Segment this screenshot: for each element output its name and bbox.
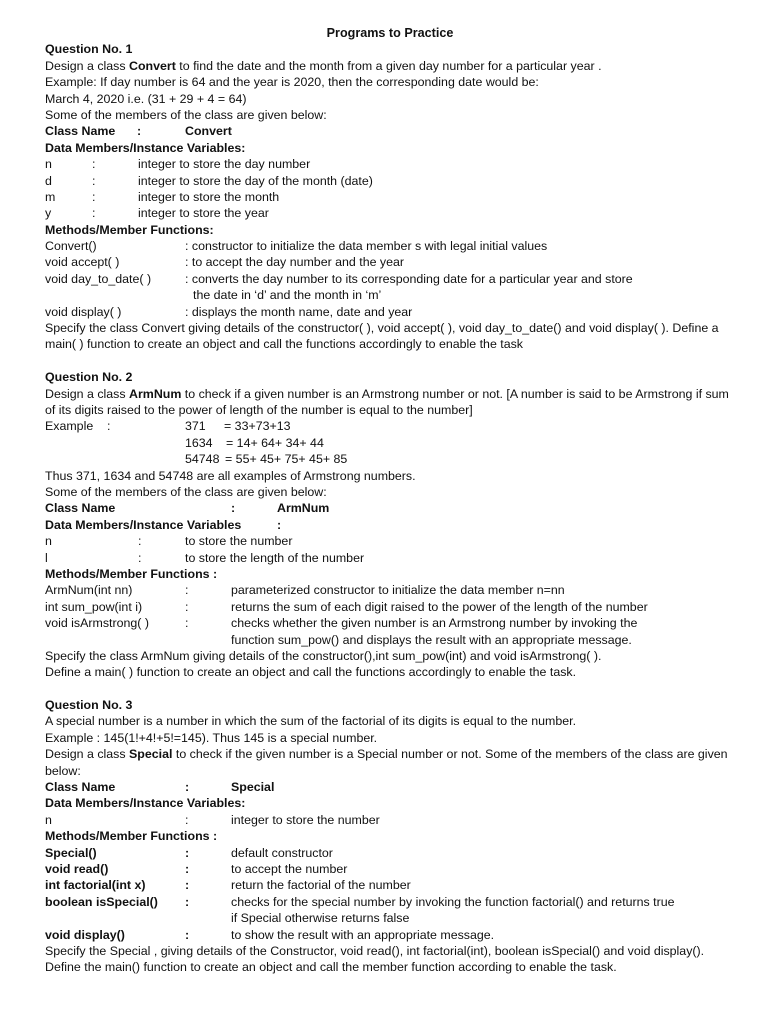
q3-heading: Question No. 3 <box>45 698 133 713</box>
colon: : <box>138 550 142 565</box>
example-number: 1634 <box>185 435 213 450</box>
document-page <box>45 25 735 976</box>
q2-class-name-row <box>45 500 735 516</box>
method-name: Special() <box>45 845 97 860</box>
q2-example-row <box>45 435 735 451</box>
method-desc: : displays the month name, date and year <box>185 304 413 319</box>
member-name: n <box>45 157 52 172</box>
method-name: int factorial(int x) <box>45 878 146 893</box>
data-member-row <box>45 205 735 221</box>
member-name: n <box>45 534 52 549</box>
colon: : <box>185 927 190 942</box>
q1-intro-text-end: to find the date and the month from a given day number for a particular year . <box>175 58 602 73</box>
method-desc: to show the result with an appropriate message. <box>231 927 495 942</box>
page-title: Programs to Practice <box>326 26 454 40</box>
method-row <box>45 254 735 270</box>
q2-specify-end: Define a main( ) function to create an object and call the functions accordingly to enable the task. <box>45 665 577 680</box>
method-desc: : to accept the day number and the year <box>185 255 405 270</box>
example-equation: = 33+73+13 <box>224 419 291 434</box>
member-name: d <box>45 173 52 188</box>
method-row <box>45 877 735 893</box>
q3-specify: Specify the Special , giving details of the Constructor, void read(), int factorial(int), boolean isSpecial() and void display(). Define the main() function to create an object and call the member function according to enable the task. <box>45 943 705 975</box>
method-row <box>45 845 735 861</box>
data-members-heading-text: Data Members/Instance Variables <box>45 517 242 532</box>
colon: : <box>185 616 189 631</box>
colon: : <box>92 157 96 172</box>
method-desc: default constructor <box>231 845 333 860</box>
class-name-label: Class Name <box>45 780 116 795</box>
q1-class-name-inline: Convert <box>129 58 176 73</box>
method-name: void display() <box>45 927 125 942</box>
q3-example: Example : 145(1!+4!+5!=145). Thus 145 is a special number. <box>45 730 378 745</box>
example-equation: = 55+ 45+ 75+ 45+ 85 <box>225 452 348 467</box>
member-desc: to store the length of the number <box>185 550 365 565</box>
method-name: void accept( ) <box>45 255 120 270</box>
member-desc: integer to store the number <box>231 812 380 827</box>
method-desc: : converts the day number to its corresponding date for a particular year and store <box>185 271 633 286</box>
q3-data-members-heading: Data Members/Instance Variables: <box>45 796 246 811</box>
q3-class-name-inline: Special <box>129 747 173 762</box>
q2-intro-text-end: to check if a given number is an Armstrong number or not. [A number is said to be Armstrong if sum of its digits raised to the power of length of the number is equal to the number] <box>45 386 729 418</box>
method-row <box>45 304 735 320</box>
colon: : <box>107 419 111 434</box>
method-desc: checks whether the given number is an Armstrong number by invoking the <box>231 616 638 631</box>
member-desc: to store the number <box>185 534 293 549</box>
q2-example-row <box>45 418 735 434</box>
colon: : <box>138 534 142 549</box>
q3-class-name-row <box>45 779 735 795</box>
member-desc: integer to store the month <box>138 189 280 204</box>
data-member-row <box>45 173 735 189</box>
class-name-value: ArmNum <box>277 501 330 516</box>
colon: : <box>185 845 190 860</box>
method-desc: parameterized constructor to initialize the data member n=nn <box>231 583 565 598</box>
method-row <box>45 271 735 287</box>
member-name: n <box>45 812 52 827</box>
colon: : <box>185 862 190 877</box>
method-row-continued <box>45 287 735 303</box>
method-name: void display( ) <box>45 304 122 319</box>
q1-class-name-row <box>45 123 735 139</box>
data-member-row <box>45 812 735 828</box>
q3-intro-text: Design a class <box>45 747 130 762</box>
q3-definition: A special number is a number in which the sum of the factorial of its digits is equal to the number. <box>45 714 577 729</box>
q1-heading: Question No. 1 <box>45 42 133 57</box>
q1-intro-text: Design a class <box>45 58 130 73</box>
class-name-label: Class Name <box>45 124 116 139</box>
member-desc: integer to store the year <box>138 206 269 221</box>
member-desc: integer to store the day number <box>138 157 311 172</box>
colon: : <box>277 517 282 532</box>
member-desc: integer to store the day of the month (date) <box>138 173 373 188</box>
q2-example-row <box>45 451 735 467</box>
method-desc: returns the sum of each digit raised to the power of the length of the number <box>231 599 648 614</box>
q3-methods-heading: Methods/Member Functions : <box>45 829 218 844</box>
data-member-row <box>45 533 735 549</box>
method-desc: if Special otherwise returns false <box>231 911 410 926</box>
example-label: Example <box>45 419 94 434</box>
colon: : <box>92 189 96 204</box>
q1-example-calc: March 4, 2020 i.e. (31 + 29 + 4 = 64) <box>45 91 247 106</box>
q1-intro <box>45 58 735 74</box>
method-name: ArmNum(int nn) <box>45 583 133 598</box>
q2-specify: Specify the class ArmNum giving details of the constructor(),int sum_pow(int) and void isArmstrong( ). <box>45 648 602 663</box>
colon: : <box>231 501 236 516</box>
colon: : <box>185 583 189 598</box>
example-equation: = 14+ 64+ 34+ 44 <box>226 435 324 450</box>
method-row-continued <box>45 910 735 926</box>
colon: : <box>185 780 190 795</box>
q3-intro <box>45 746 735 779</box>
method-name: Convert() <box>45 239 97 254</box>
class-name-label: Class Name <box>45 501 116 516</box>
member-name: m <box>45 189 56 204</box>
method-desc: return the factorial of the number <box>231 878 411 893</box>
example-number: 371 <box>185 419 206 434</box>
q2-some-members: Some of the members of the class are given below: <box>45 485 327 499</box>
method-row <box>45 238 735 254</box>
data-member-row <box>45 550 735 566</box>
colon: : <box>185 812 189 827</box>
method-row-continued <box>45 632 735 648</box>
method-desc: the date in ‘d’ and the month in ‘m’ <box>193 288 382 303</box>
method-desc: : constructor to initialize the data member s with legal initial values <box>185 239 548 254</box>
method-desc: function sum_pow() and displays the result with an appropriate message. <box>231 632 632 647</box>
data-member-row <box>45 189 735 205</box>
colon: : <box>185 599 189 614</box>
method-name: void read() <box>45 862 109 877</box>
colon: : <box>185 894 190 909</box>
member-name: l <box>45 550 48 565</box>
q2-thus: Thus 371, 1634 and 54748 are all examples of Armstrong numbers. <box>45 468 416 483</box>
data-member-row <box>45 156 735 172</box>
method-row <box>45 861 735 877</box>
method-row <box>45 927 735 943</box>
spacer <box>45 353 735 369</box>
method-desc: checks for the special number by invoking the function factorial() and returns true <box>231 894 675 909</box>
colon: : <box>92 206 96 221</box>
method-row <box>45 894 735 910</box>
method-name: void day_to_date( ) <box>45 271 152 286</box>
q2-class-name-inline: ArmNum <box>129 386 182 401</box>
q3-intro-text-end: to check if the given number is a Special number or not. Some of the members of the class are given below: <box>45 747 728 778</box>
q1-some-members: Some of the members of the class are given below: <box>45 107 327 122</box>
method-name: boolean isSpecial() <box>45 894 158 909</box>
spacer <box>45 681 735 697</box>
q1-example: Example: If day number is 64 and the year is 2020, then the corresponding date would be: <box>45 75 539 90</box>
q2-heading: Question No. 2 <box>45 370 133 385</box>
colon: : <box>185 878 190 893</box>
method-row <box>45 599 735 615</box>
q1-data-members-heading: Data Members/Instance Variables: <box>45 140 246 155</box>
q1-methods-heading: Methods/Member Functions: <box>45 222 214 237</box>
member-name: y <box>45 206 52 221</box>
q1-specify: Specify the class Convert giving details of the constructor( ), void accept( ), void day_to_date() and void display( ). Define a main( ) function to create an object and call the functions accordingly to enable the task <box>45 321 719 352</box>
q2-intro-text: Design a class <box>45 386 130 401</box>
colon: : <box>137 124 142 139</box>
method-row <box>45 615 735 631</box>
method-name: int sum_pow(int i) <box>45 599 143 614</box>
class-name-value: Convert <box>185 124 232 139</box>
q2-intro <box>45 386 735 419</box>
method-desc: to accept the number <box>231 862 348 877</box>
method-name: void isArmstrong( ) <box>45 616 149 631</box>
colon: : <box>92 173 96 188</box>
method-row <box>45 582 735 598</box>
example-number: 54748 <box>185 452 220 467</box>
q2-data-members-heading <box>45 517 735 533</box>
class-name-value: Special <box>231 780 275 795</box>
q2-methods-heading: Methods/Member Functions : <box>45 566 218 581</box>
